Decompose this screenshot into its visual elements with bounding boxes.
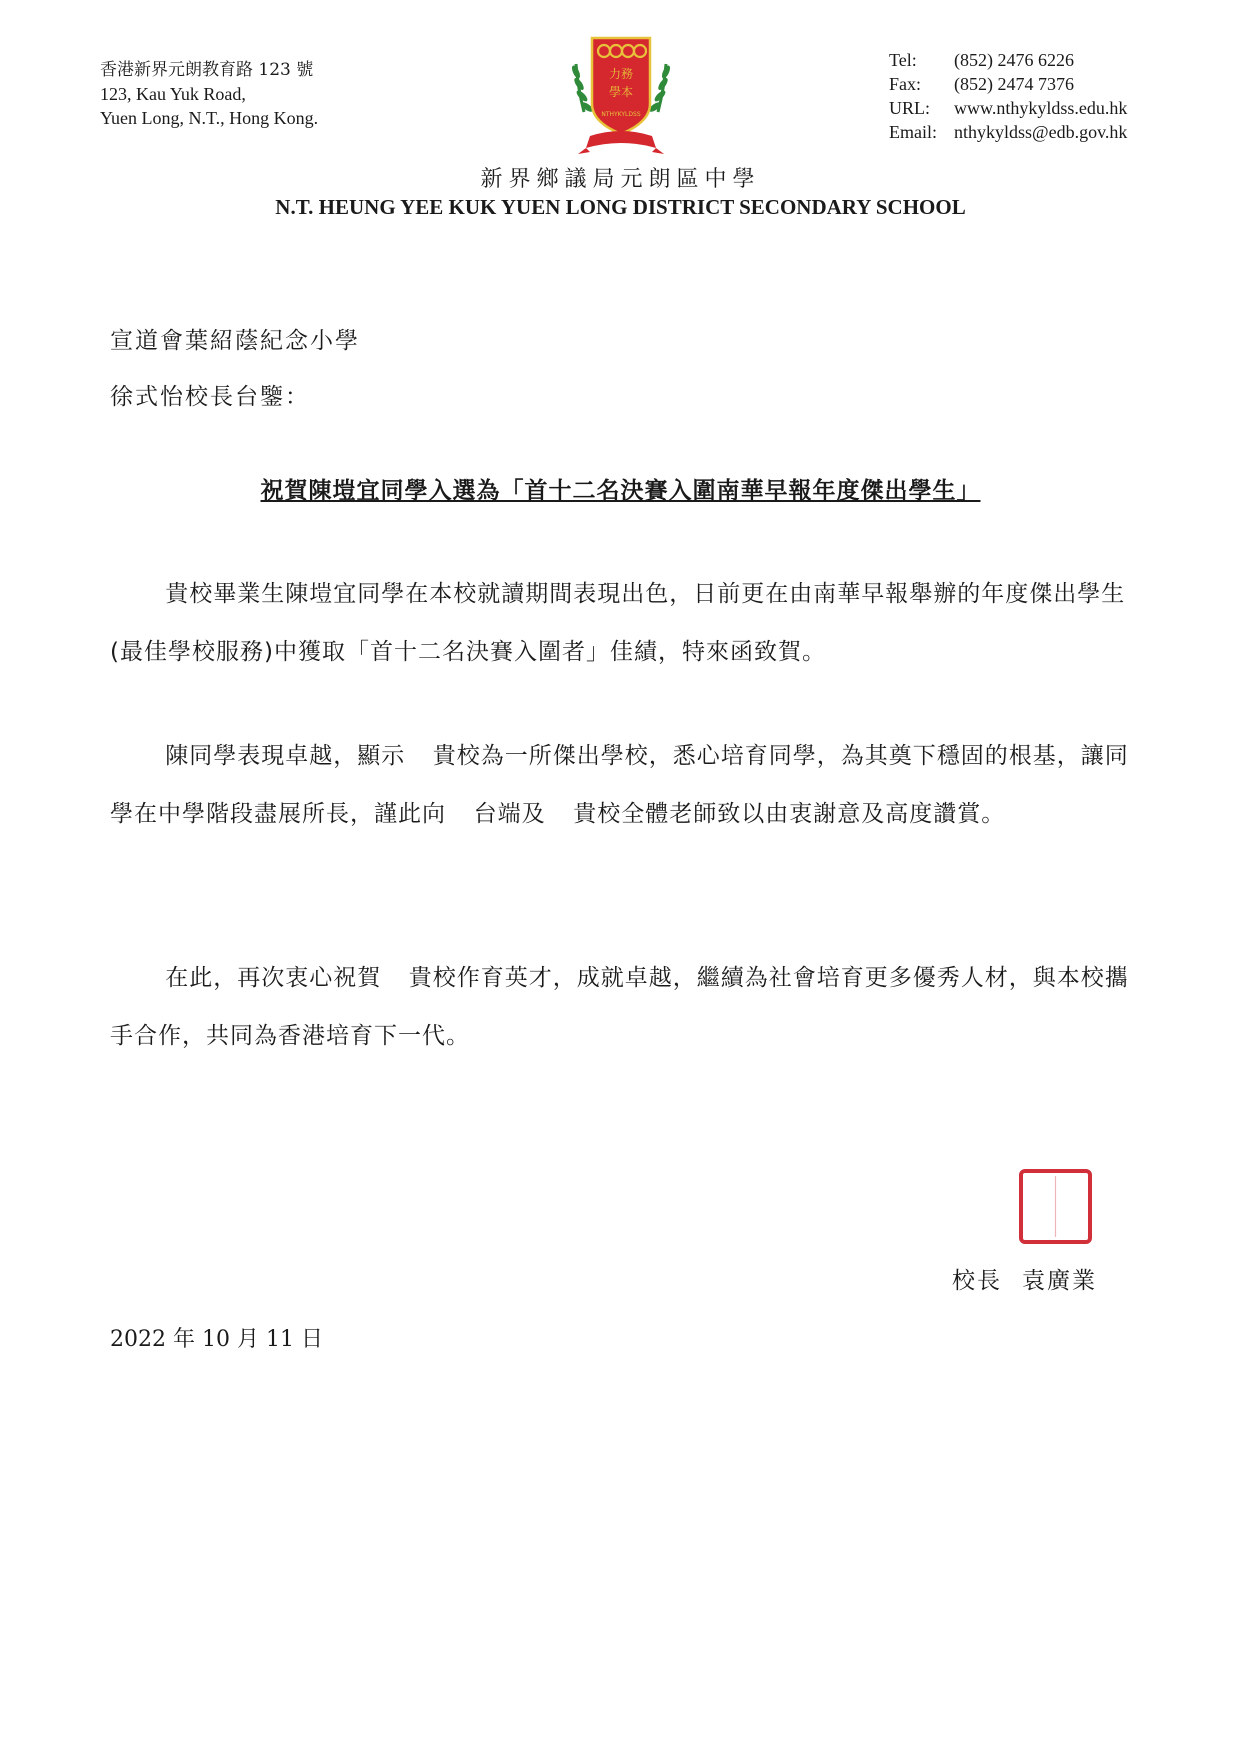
paragraph-2-text-a: 陳同學表現卓越，顯示 — [165, 743, 406, 769]
letter-subject: 祝賀陳塏宜同學入選為「首十二名決賽入圍南華早報年度傑出學生」 — [260, 478, 981, 504]
paragraph-1-text: 貴校畢業生陳塏宜同學在本校就讀期間表現出色，日前更在由南華早報舉辦的年度傑出學生(最佳學校服務)中獲取「首十二名決賽入圍者」佳績，特來函致賀。 — [110, 581, 1126, 665]
signer-title: 校長 — [952, 1268, 1002, 1294]
salutation: 徐式怡校長台鑒： — [110, 384, 310, 410]
crest-motto-mid: 學本 — [608, 85, 634, 99]
paragraph-3 — [110, 949, 1150, 1065]
school-crest-icon — [570, 34, 672, 158]
contact-value: (852) 2476 6226 — [954, 50, 1074, 70]
paragraph-2-text-c: 台端及 — [473, 801, 546, 827]
contact-label: Tel: — [889, 50, 917, 70]
contact-label: Email: — [889, 122, 937, 142]
contact-value: www.nthykyldss.edu.hk — [954, 98, 1128, 118]
school-name-chinese: 新界鄉議局元朗區中學 — [480, 167, 761, 192]
contact-value: (852) 2474 7376 — [954, 74, 1074, 94]
address-english-line-2: Yuen Long, N.T., Hong Kong. — [100, 108, 319, 128]
crest-initials: NTHYKYLDSS — [601, 111, 641, 118]
principal-seal-icon — [1018, 1168, 1093, 1245]
contact-value: nthykyldss@edb.gov.hk — [954, 122, 1128, 142]
paragraph-2-text-b: 貴校為一所傑出學校，悉心培育同學，為其奠下穩固的根基，讓同學在中學階段盡展所長，謹此向 — [110, 743, 1129, 827]
letter-date: 2022 年 10 月 11 日 — [110, 1327, 323, 1352]
sender-address — [100, 58, 318, 130]
contact-info — [889, 48, 1127, 144]
paragraph-3-text-a: 在此，再次衷心祝賀 — [165, 965, 382, 991]
paragraph-1 — [110, 565, 1150, 681]
address-chinese: 香港新界元朗教育路 123 號 — [100, 60, 314, 80]
recipient-school: 宣道會葉紹蔭紀念小學 — [110, 328, 360, 354]
school-name-english: N.T. HEUNG YEE KUK YUEN LONG DISTRICT SECONDARY SCHOOL — [275, 195, 966, 219]
contact-label: URL: — [889, 98, 931, 118]
signer-name: 袁廣業 — [1022, 1268, 1097, 1294]
contact-row-tel — [889, 48, 1127, 72]
contact-label: Fax: — [889, 74, 922, 94]
paragraph-2 — [110, 727, 1150, 843]
crest-motto-top: 力務 — [608, 67, 634, 81]
contact-row-fax — [889, 72, 1127, 96]
paragraph-2-text-d: 貴校全體老師致以由衷謝意及高度讚賞。 — [573, 801, 1006, 827]
address-english-line-1: 123, Kau Yuk Road, — [100, 84, 246, 104]
signature-block — [952, 1262, 1097, 1295]
contact-row-email — [889, 120, 1127, 144]
paragraph-3-text-b: 貴校作育英才，成就卓越，繼續為社會培育更多優秀人材，與本校攜手合作，共同為香港培育下一代。 — [110, 965, 1129, 1049]
contact-row-url — [889, 96, 1127, 120]
